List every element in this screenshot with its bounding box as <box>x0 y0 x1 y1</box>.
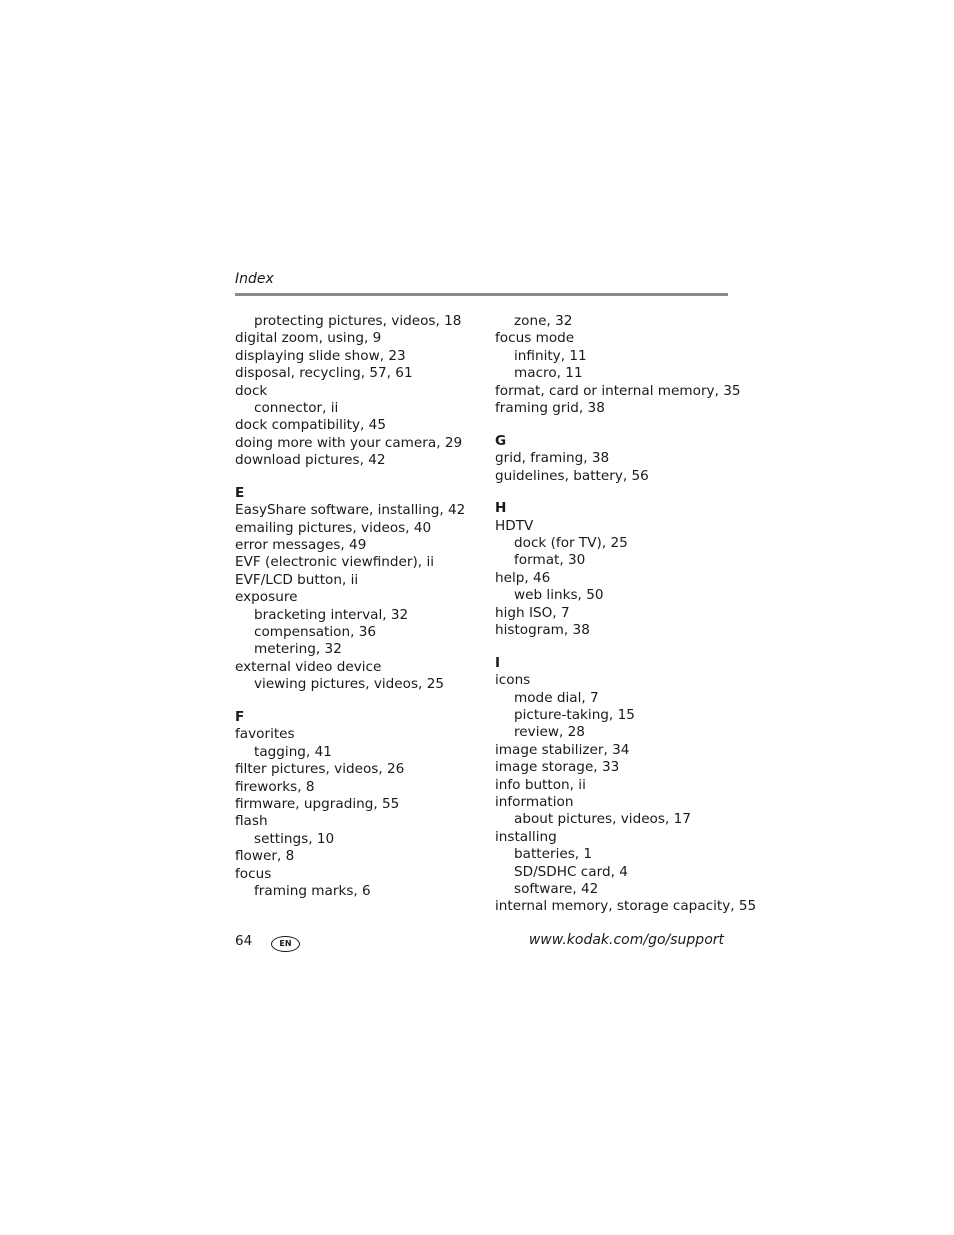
index-entry: doing more with your camera, 29 <box>235 434 463 451</box>
index-entry: histogram, 38 <box>495 622 590 639</box>
index-subentry: mode dial, 7 <box>514 689 599 706</box>
index-subentry: compensation, 36 <box>254 624 377 641</box>
index-entry: error messages, 49 <box>235 537 367 554</box>
index-entry: download pictures, 42 <box>235 452 386 469</box>
index-entry: image storage, 33 <box>495 759 620 776</box>
index-subentry: macro, 11 <box>514 365 583 382</box>
index-subentry: tagging, 41 <box>254 743 332 760</box>
index-entry: EasyShare software, installing, 42 <box>235 502 466 519</box>
index-entry: framing grid, 38 <box>495 399 605 416</box>
index-entry: focus <box>235 865 272 882</box>
index-subentry: batteries, 1 <box>514 846 593 863</box>
index-column-right <box>495 313 757 916</box>
index-entry: EVF/LCD button, ii <box>235 571 359 588</box>
index-subentry: SD/SDHC card, 4 <box>514 863 628 880</box>
index-subentry: protecting pictures, videos, 18 <box>254 313 462 329</box>
index-entry: focus mode <box>495 330 575 347</box>
index-letter-heading: I <box>495 654 501 671</box>
index-entry: information <box>495 793 574 810</box>
support-url[interactable]: www.kodak.com/go/support <box>528 932 724 948</box>
index-subentry: viewing pictures, videos, 25 <box>254 676 445 693</box>
index-entry: displaying slide show, 23 <box>235 347 406 364</box>
index-subentry: review, 28 <box>514 724 585 741</box>
index-subentry: bracketing interval, 32 <box>254 606 409 623</box>
index-entry: format, card or internal memory, 35 <box>495 382 741 399</box>
index-entry: high ISO, 7 <box>495 604 570 621</box>
page-number: 64 <box>235 933 253 949</box>
index-entry: HDTV <box>495 517 534 534</box>
index-entry: filter pictures, videos, 26 <box>235 761 405 778</box>
index-subentry: framing marks, 6 <box>254 882 371 899</box>
index-subentry: dock (for TV), 25 <box>514 535 628 552</box>
index-entry: grid, framing, 38 <box>495 450 610 467</box>
index-entry: emailing pictures, videos, 40 <box>235 519 432 536</box>
index-entry: flash <box>235 813 268 830</box>
index-entry: installing <box>495 828 557 845</box>
index-entry: guidelines, battery, 56 <box>495 467 649 484</box>
language-badge: EN <box>271 936 300 952</box>
index-entry: fireworks, 8 <box>235 778 315 795</box>
page-header-title: Index <box>235 271 274 287</box>
index-subentry: metering, 32 <box>254 641 342 658</box>
index-subentry: infinity, 11 <box>514 347 587 364</box>
index-entry: icons <box>495 672 531 689</box>
index-entry: EVF (electronic viewfinder), ii <box>235 554 434 571</box>
index-entry: digital zoom, using, 9 <box>235 330 382 347</box>
index-subentry: zone, 32 <box>514 313 573 329</box>
index-subentry: picture-taking, 15 <box>514 706 635 723</box>
index-subentry: format, 30 <box>514 552 586 569</box>
index-subentry: settings, 10 <box>254 830 335 847</box>
index-subentry: connector, ii <box>254 399 339 416</box>
index-entry: external video device <box>235 658 382 675</box>
index-entry: dock compatibility, 45 <box>235 417 386 434</box>
index-entry: flower, 8 <box>235 848 295 865</box>
index-entry: favorites <box>235 726 295 743</box>
index-subentry: about pictures, videos, 17 <box>514 811 691 828</box>
index-entry: internal memory, storage capacity, 55 <box>495 898 757 915</box>
index-letter-heading: G <box>495 432 507 449</box>
index-letter-heading: F <box>235 708 245 725</box>
index-subentry: web links, 50 <box>514 587 604 604</box>
index-entry: disposal, recycling, 57, 61 <box>235 365 413 382</box>
index-entry: exposure <box>235 589 298 606</box>
index-letter-heading: E <box>235 484 245 501</box>
index-entry: help, 46 <box>495 569 551 586</box>
index-entry: info button, ii <box>495 776 586 793</box>
header-rule <box>235 293 728 296</box>
index-letter-heading: H <box>495 500 507 517</box>
index-entry: image stabilizer, 34 <box>495 741 630 758</box>
index-entry: firmware, upgrading, 55 <box>235 795 400 812</box>
index-subentry: software, 42 <box>514 880 599 897</box>
index-entry: dock <box>235 382 268 399</box>
index-column-left <box>235 313 485 900</box>
